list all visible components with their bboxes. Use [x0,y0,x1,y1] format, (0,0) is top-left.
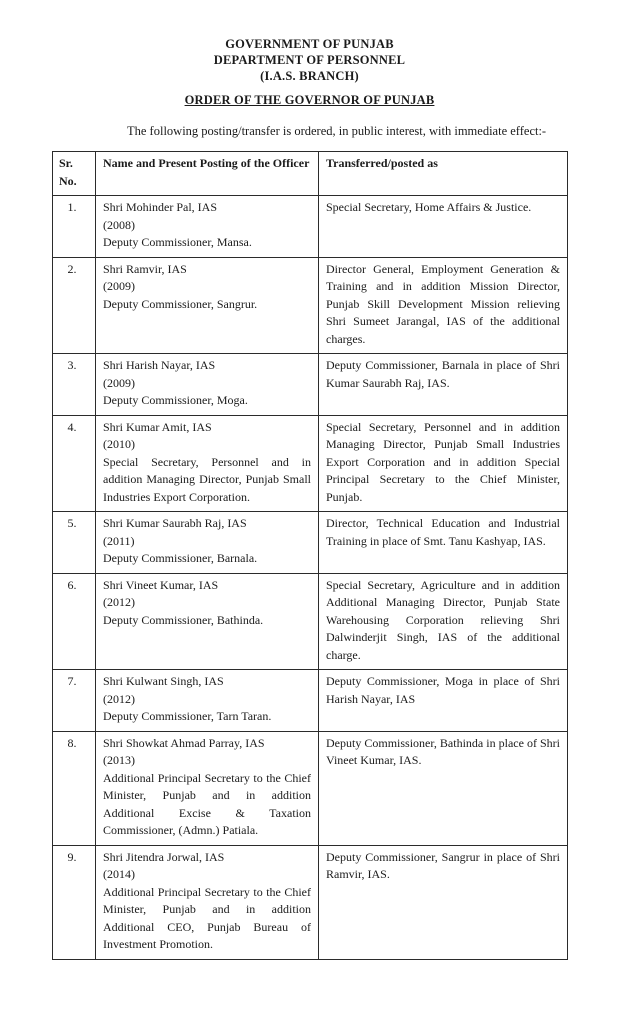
officer-cell [96,670,319,732]
sr-no-cell: 8. [53,731,96,845]
transferred-cell: Deputy Commissioner, Bathinda in place of Shri Vineet Kumar, IAS. [319,731,568,845]
sr-no-cell: 9. [53,845,96,959]
intro-paragraph: The following posting/transfer is ordered, in public interest, with immediate effect:- [127,124,547,138]
table-row [53,670,568,732]
table-row [53,731,568,845]
officer-line: Additional Principal Secretary to the Chief Minister, Punjab and in addition Additional Excise & Taxation Commissioner, (Admn.) Patiala. [103,770,311,837]
table-row [53,845,568,959]
table-row [53,512,568,574]
transferred-cell: Deputy Commissioner, Sangrur in place of Shri Ramvir, IAS. [319,845,568,959]
order-table [52,151,568,960]
officer-line: (2009) [103,375,135,390]
sr-no-cell: 4. [53,415,96,512]
table-row [53,354,568,416]
header-line-department: DEPARTMENT OF PERSONNEL [213,53,406,67]
officer-line: Shri Kumar Saurabh Raj, IAS [103,516,247,530]
officer-cell [96,573,319,670]
officer-line: Shri Jitendra Jorwal, IAS [103,849,225,864]
officer-line: Special Secretary, Personnel and in addition Managing Director, Punjab Small Industries Export Corporation. [103,454,311,504]
sr-no-cell: 2. [53,257,96,354]
table-row [53,196,568,258]
table-row [53,257,568,354]
transferred-cell: Special Secretary, Personnel and in addition Managing Director, Punjab Small Industries Export Corporation and in addition Special Principal Secretary to the Chief Minister, Punjab. [319,415,568,512]
officer-line: Deputy Commissioner, Sangrur. [103,296,258,311]
officer-line: (2008) [103,217,135,232]
officer-cell [96,845,319,959]
officer-line: (2010) [103,437,135,451]
sr-no-cell: 5. [53,512,96,574]
table-header-row [53,152,568,196]
header-line-branch: (I.A.S. BRANCH) [260,69,359,83]
order-table-head [53,152,568,196]
officer-cell [96,512,319,574]
officer-line: Deputy Commissioner, Moga. [103,393,248,407]
officer-line: (2011) [103,533,135,548]
officer-line: Deputy Commissioner, Tarn Taran. [103,709,272,723]
sr-no-cell: 3. [53,354,96,416]
order-table-body [53,196,568,960]
column-header-transferred: Transferred/posted as [319,152,568,196]
table-row [53,415,568,512]
sr-no-cell: 1. [53,196,96,258]
officer-line: Deputy Commissioner, Bathinda. [103,612,264,627]
transferred-cell: Special Secretary, Home Affairs & Justice. [319,196,568,258]
officer-line: Shri Kulwant Singh, IAS [103,674,224,688]
order-title: ORDER OF THE GOVERNOR OF PUNJAB [184,93,435,107]
table-row [53,573,568,670]
officer-line: Deputy Commissioner, Barnala. [103,551,258,565]
officer-line: Shri Showkat Ahmad Parray, IAS [103,735,265,750]
transferred-cell: Special Secretary, Agriculture and in addition Additional Managing Director, Punjab State Warehousing Corporation relieving Shri Dalwinderjit Singh, IAS of the additional charge. [319,573,568,670]
officer-line: Shri Vineet Kumar, IAS [103,577,219,592]
officer-line: (2013) [103,753,135,767]
document-header [52,36,567,84]
transferred-cell: Deputy Commissioner, Moga in place of Shri Harish Nayar, IAS [319,670,568,732]
officer-cell [96,731,319,845]
header-line-government: GOVERNMENT OF PUNJAB [225,37,394,51]
officer-line: Shri Kumar Amit, IAS [103,419,212,434]
officer-line: (2009) [103,279,135,293]
transferred-cell: Director, Technical Education and Industrial Training in place of Smt. Tanu Kashyap, IAS. [319,512,568,574]
sr-no-cell: 6. [53,573,96,670]
officer-line: Additional Principal Secretary to the Chief Minister, Punjab and in addition Additional CEO, Punjab Bureau of Investment Promotion. [103,884,311,951]
officer-line: Deputy Commissioner, Mansa. [103,235,252,249]
column-header-sr-no: Sr. No. [53,152,96,196]
transferred-cell: Deputy Commissioner, Barnala in place of Shri Kumar Saurabh Raj, IAS. [319,354,568,416]
officer-line: Shri Mohinder Pal, IAS [103,200,217,214]
sr-no-cell: 7. [53,670,96,732]
officer-line: (2014) [103,867,135,881]
officer-cell [96,354,319,416]
column-header-officer: Name and Present Posting of the Officer [96,152,319,196]
transferred-cell: Director General, Employment Generation & Training and in addition Mission Director, Punjab Skill Development Mission relieving Shri Sumeet Jarangal, IAS of the additional charges. [319,257,568,354]
officer-cell [96,415,319,512]
officer-line: (2012) [103,691,135,706]
officer-line: Shri Harish Nayar, IAS [103,358,216,372]
officer-cell [96,257,319,354]
officer-line: (2012) [103,595,135,609]
officer-line: Shri Ramvir, IAS [103,261,187,276]
officer-cell [96,196,319,258]
